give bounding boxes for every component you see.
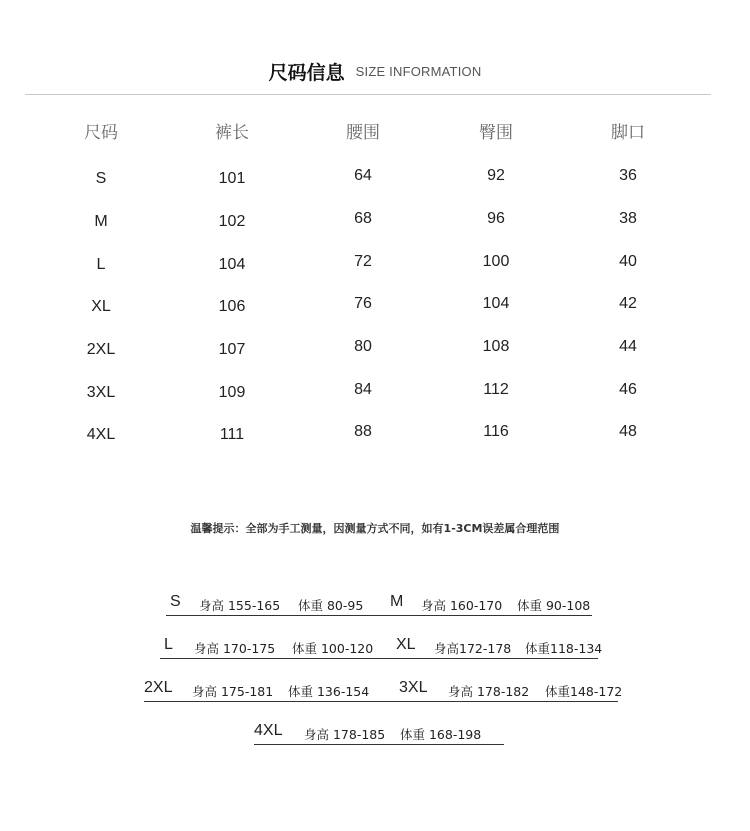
guide-size-label: M	[390, 593, 404, 610]
table-cell: 108	[482, 338, 510, 355]
table-cell: M	[94, 213, 108, 230]
table-cell: 46	[619, 381, 637, 398]
table-cell: 42	[619, 295, 637, 312]
table-cell: 112	[483, 381, 509, 398]
guide-height-range: 身高 178-185	[304, 727, 386, 742]
guide-weight-range: 体重148-172	[545, 684, 623, 699]
guide-size-label: 3XL	[399, 679, 428, 696]
guide-size-label: S	[170, 593, 181, 610]
table-cell: 101	[218, 170, 246, 187]
size-guide-row	[0, 592, 750, 622]
guide-weight-range: 体重118-134	[525, 641, 603, 656]
table-cell: 3XL	[86, 384, 116, 401]
table-cell: S	[95, 170, 107, 187]
guide-underline	[254, 744, 504, 745]
guide-height-range: 身高 175-181	[192, 684, 274, 699]
table-cell: 107	[218, 341, 246, 358]
column-header-size: 尺码	[84, 123, 118, 143]
table-cell: 116	[483, 423, 509, 440]
table-cell: 40	[619, 253, 637, 270]
guide-height-range: 身高 178-182	[448, 684, 530, 699]
table-cell: 2XL	[86, 341, 116, 358]
guide-underline	[166, 615, 592, 616]
table-cell: 92	[487, 167, 505, 184]
measurement-note: 温馨提示：全部为手工测量，因测量方式不同，如有1-3CM误差属合理范围	[190, 522, 560, 535]
guide-weight-range: 体重 90-108	[517, 598, 591, 613]
guide-weight-range: 体重 136-154	[288, 684, 370, 699]
table-cell: XL	[91, 298, 111, 315]
table-cell: 88	[354, 423, 372, 440]
column-header-hip: 臀围	[479, 123, 513, 143]
guide-size-label: 2XL	[144, 679, 173, 696]
guide-size-label: XL	[396, 636, 416, 653]
table-cell: 38	[619, 210, 637, 227]
guide-size-label: L	[164, 636, 173, 653]
guide-height-range: 身高172-178	[434, 641, 512, 656]
guide-height-range: 身高 170-175	[194, 641, 276, 656]
table-cell: 44	[619, 338, 637, 355]
guide-weight-range: 体重 100-120	[292, 641, 374, 656]
table-cell: 106	[218, 298, 246, 315]
table-cell: 109	[218, 384, 246, 401]
table-cell: 68	[354, 210, 372, 227]
title-chinese: 尺码信息	[268, 62, 345, 84]
column-header-hem: 脚口	[611, 123, 645, 143]
table-cell: 104	[218, 256, 246, 273]
table-cell: 104	[482, 295, 510, 312]
column-header-waist: 腰围	[346, 123, 380, 143]
table-cell: L	[96, 256, 106, 273]
size-guide-row	[0, 721, 750, 751]
guide-underline	[160, 658, 598, 659]
guide-size-label: 4XL	[254, 722, 283, 739]
guide-weight-range: 体重 168-198	[400, 727, 482, 742]
guide-weight-range: 体重 80-95	[298, 598, 364, 613]
guide-underline	[144, 701, 618, 702]
table-cell: 64	[354, 167, 372, 184]
table-cell: 4XL	[86, 426, 116, 443]
table-cell: 84	[354, 381, 372, 398]
table-cell: 76	[354, 295, 372, 312]
table-cell: 36	[619, 167, 637, 184]
table-cell: 80	[354, 338, 372, 355]
guide-height-range: 身高 160-170	[421, 598, 503, 613]
table-cell: 100	[482, 253, 510, 270]
table-cell: 96	[487, 210, 505, 227]
table-cell: 102	[218, 213, 246, 230]
column-header-length: 裤长	[215, 123, 249, 143]
size-guide-row	[0, 678, 750, 708]
size-guide-row	[0, 635, 750, 665]
title-english: SIZE INFORMATION	[355, 64, 482, 79]
table-cell: 48	[619, 423, 637, 440]
guide-height-range: 身高 155-165	[199, 598, 281, 613]
table-cell: 72	[354, 253, 372, 270]
table-cell: 111	[219, 426, 245, 443]
